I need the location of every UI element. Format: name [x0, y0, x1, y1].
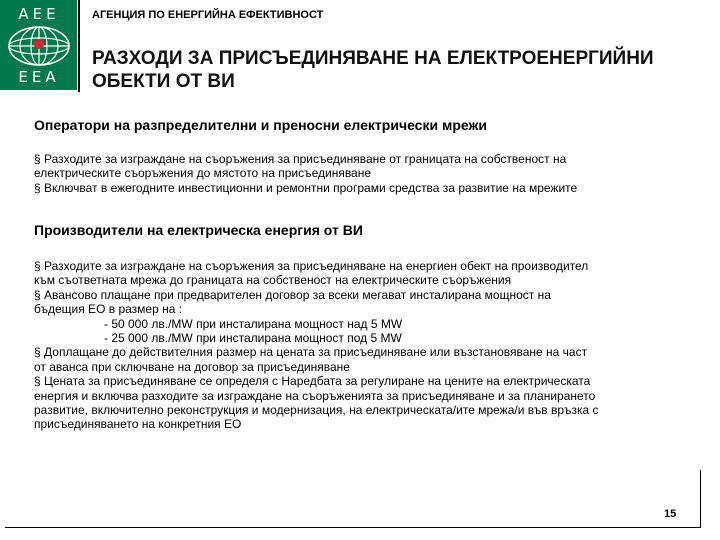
slide-title — [92, 47, 692, 93]
text-line: § Разходите за изграждане на съоръжения за присъединяване на енергиен обект на производител — [34, 259, 589, 273]
agency-name: АГЕНЦИЯ ПО ЕНЕРГИЙНА ЕФЕКТИВНОСТ — [92, 9, 324, 21]
text-line: § Разходите за изграждане на съоръжения за присъединяване от границата на собственост на — [34, 152, 567, 166]
logo-bottom-text: EEA — [18, 68, 60, 86]
section-heading-producers: Производители на електрическа енергия от ВИ — [34, 222, 363, 238]
slide-title-line-1: РАЗХОДИ ЗА ПРИСЪЕДИНЯВАНЕ НА ЕЛЕКТРОЕНЕРГИЙНИ — [92, 48, 654, 69]
text-line: бъдещия ЕО в размер на : — [34, 302, 183, 317]
text-line: развитие, включително реконструкция и модернизация, на електрическата/ите мрежа/и във връзка с — [34, 403, 599, 418]
logo-top-text: AEE — [18, 5, 60, 23]
section-body-operators — [34, 152, 694, 195]
section-heading-operators: Оператори на разпределителни и преносни електрически мрежи — [34, 117, 488, 133]
text-line: - 25 000 лв./MW при инсталирана мощност под 5 MW — [104, 331, 402, 346]
text-line: § Цената за присъединяване се определя с Наредбата за регулиране на цените на електрическата — [34, 374, 591, 389]
text-line: присъединяването на конкретния ЕО — [34, 417, 242, 432]
text-line: към съответната мрежа до границата на собственост на електрическите съоръжения — [34, 273, 512, 288]
text-line: от аванса при сключване на договор за присъединяване — [34, 359, 350, 374]
text-line: електрическите съоръжения до мястото на присъединяване — [34, 166, 372, 181]
globe-icon — [6, 24, 72, 68]
text-line: § Включват в ежегодните инвестиционни и ремонтни програми средства за развитие на мрежите — [34, 180, 578, 195]
header-divider — [78, 0, 80, 92]
slide-title-line-2: ОБЕКТИ ОТ ВИ — [92, 71, 235, 92]
text-line: § Доплащане до действителния размер на цената за присъединяване или възстановяване на част — [34, 345, 588, 360]
footer-divider — [5, 527, 701, 528]
section-body-producers — [34, 259, 694, 432]
text-line: енергия и включва разходите за изграждане на съоръженията за присъединяване и за планирането — [34, 388, 596, 403]
page-number: 15 — [664, 508, 677, 520]
footer-vertical-divider — [700, 470, 701, 528]
text-line: § Авансово плащане при предварителен договор за всеки мегават инсталирана мощност на — [34, 287, 551, 302]
text-line: - 50 000 лв./MW при инсталирана мощност над 5 MW — [104, 316, 403, 331]
agency-logo — [0, 0, 77, 90]
